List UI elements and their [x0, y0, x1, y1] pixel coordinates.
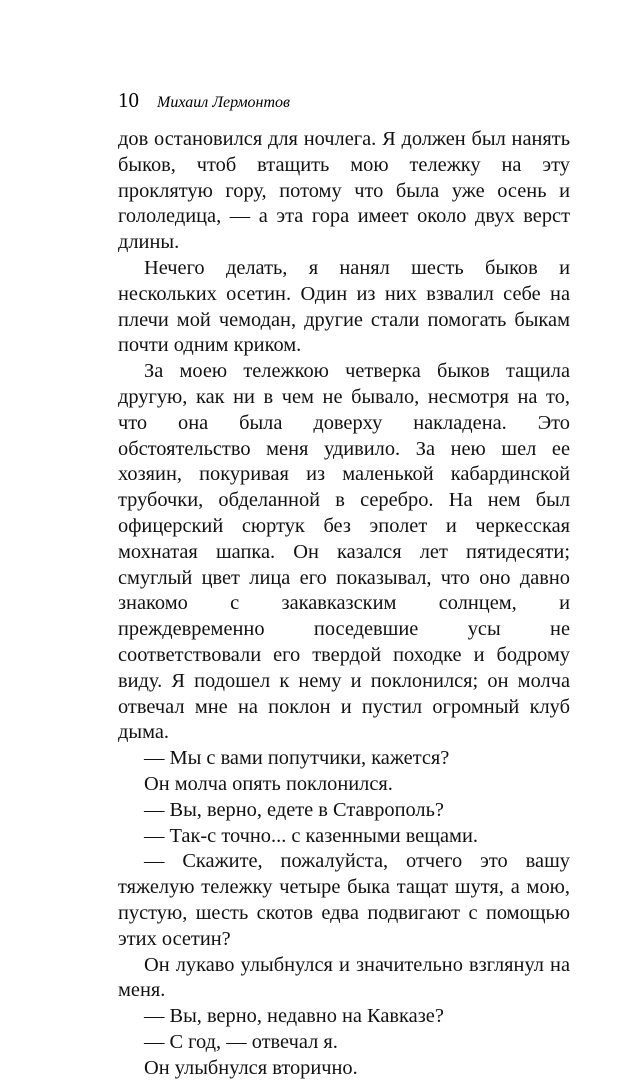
paragraph: Он лукаво улыбнулся и значительно взглянул на меня.: [118, 953, 570, 1002]
dialogue-line: — Скажите, пожалуйста, отчего это вашу тяжелую тележку четыре быка тащат шутя, а мою, пустую, шесть скотов едва подвигают с помощью этих осетин?: [118, 850, 570, 950]
dialogue-line: — Вы, верно, едете в Ставрополь?: [144, 798, 444, 821]
paragraph: Он улыбнулся вторично.: [144, 1056, 358, 1079]
paragraph: дов остановился для ночлега. Я должен был нанять быков, чтоб втащить мою тележку на эту проклятую гору, потому что была уже осень и гололедица, — а эта гора имеет около двух верст длины.: [118, 128, 570, 254]
page-header: [118, 88, 290, 113]
body-text: [118, 127, 570, 1081]
running-head-author: Михаил Лермонтов: [157, 94, 290, 111]
paragraph: За моею тележкою четверка быков тащила другую, как ни в чем не бывало, несмотря на то, что она была доверху накладена. Это обстоятельство меня удивило. За нею шел ее хозяин, покуривая из маленькой кабардинской трубочки, обделанной в серебро. На нем был офицерский сюртук без эполет и черкесская мохнатая шапка. Он казался лет пятидесяти; смуглый цвет лица его показывал, что оно давно знакомо с закавказским солнцем, и преждевременно поседевшие усы не соответствовали его твердой походке и бодрому виду. Я подошел к нему и поклонился; он молча отвечал мне на поклон и пустил огромный клуб дыма.: [118, 360, 570, 744]
dialogue-line: — Вы, верно, недавно на Кавказе?: [144, 1005, 444, 1028]
dialogue-line: — Так-с точно... с казенными вещами.: [144, 824, 478, 847]
dialogue-line: — С год, — отвечал я.: [144, 1030, 338, 1053]
paragraph: Нечего делать, я нанял шесть быков и нескольких осетин. Один из них взвалил себе на плечи мой чемодан, другие стали помогать быкам почти одним криком.: [118, 256, 570, 357]
dialogue-line: — Мы с вами попутчики, кажется?: [144, 747, 450, 770]
paragraph: Он молча опять поклонился.: [144, 772, 393, 795]
page-number: 10: [118, 88, 139, 112]
